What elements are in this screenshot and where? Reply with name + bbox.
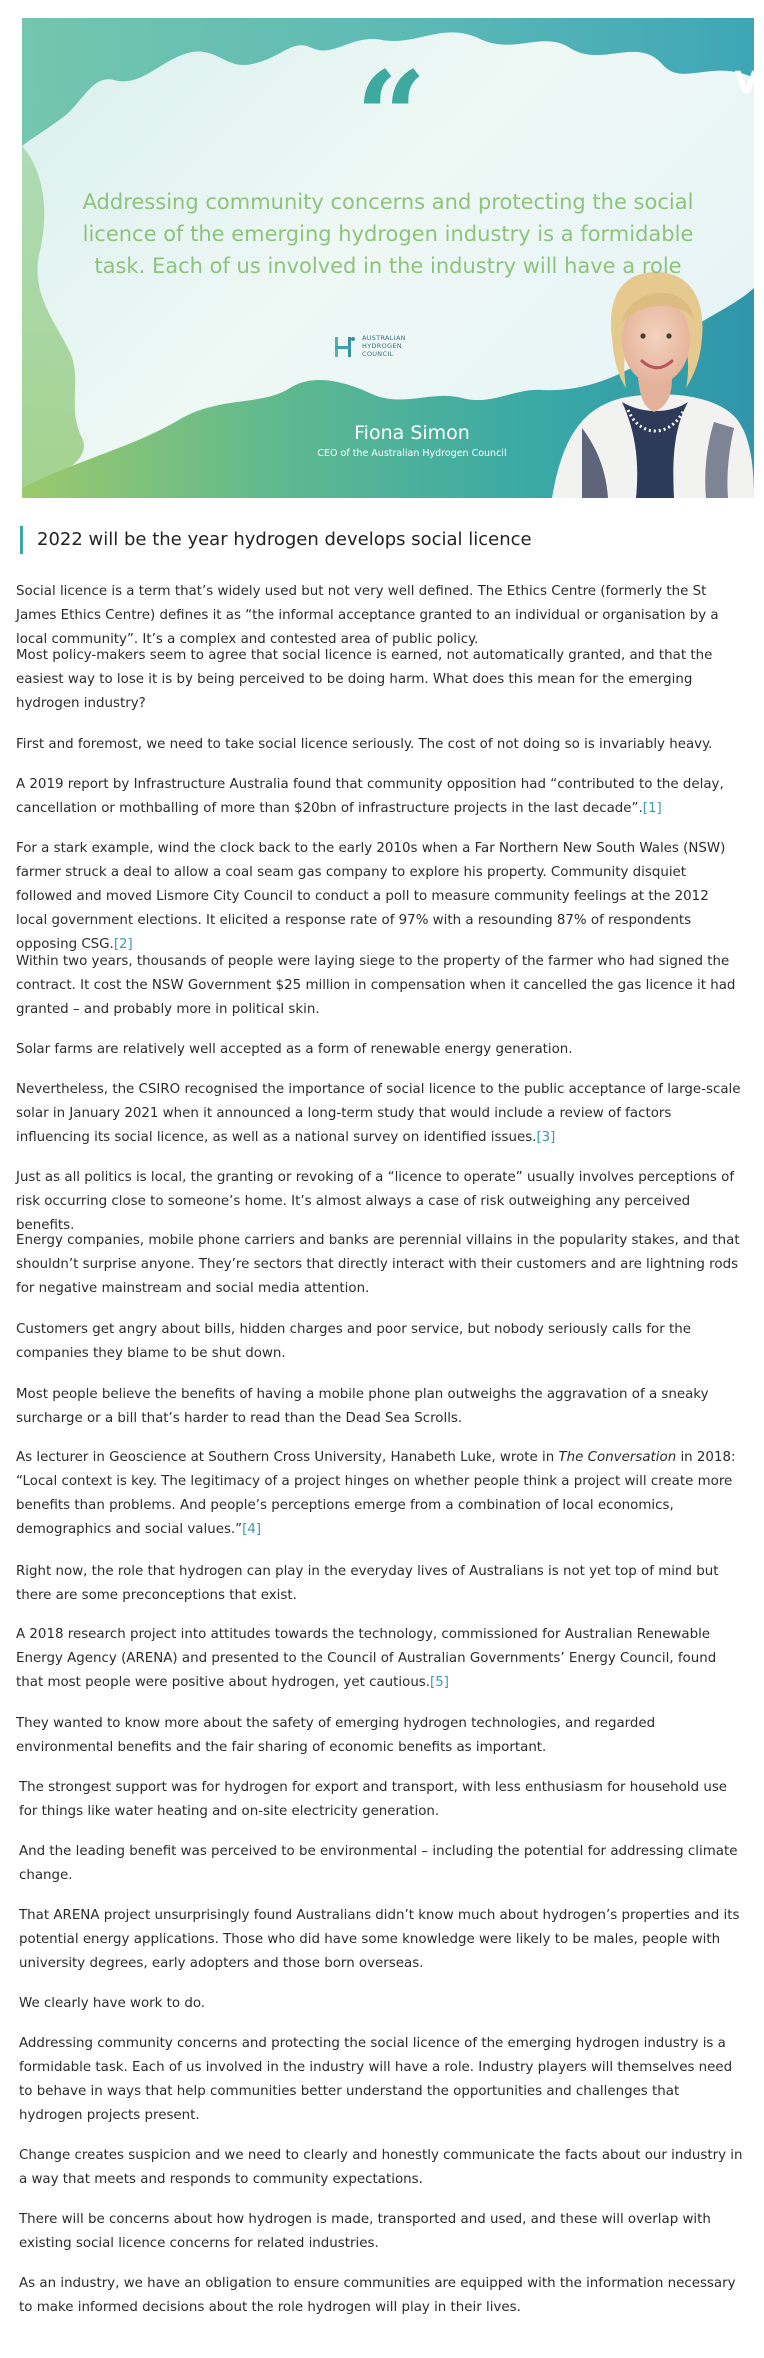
paragraph-text: As an industry, we have an obligation to ensure communities are equipped with the information necessary to make informed decisions about the role hydrogen will play in their lives. [19, 2276, 736, 2315]
publication-title: The Conversation [558, 1450, 677, 1465]
paragraph-text: Social licence is a term that’s widely used but not very well defined. The Ethics Centre (formerly the St James Ethics Centre) defines it as “the informal acceptance granted to an individual or organisation by a local community”. It’s a complex and contested area of public policy. [16, 584, 719, 647]
logo-wordmark [362, 334, 452, 358]
article-paragraph [19, 1776, 745, 1824]
council-logo [332, 330, 452, 366]
paragraph-text: Customers get angry about bills, hidden charges and poor service, but nobody seriously calls for the companies they blame to be shut down. [16, 1322, 691, 1361]
paragraph-text: Within two years, thousands of people were laying siege to the property of the farmer who had signed the contract. It cost the NSW Government $25 million in compensation when it cancelled the gas licence it had granted – and probably more in political skin. [16, 954, 736, 1017]
paragraph-text: Just as all politics is local, the granting or revoking of a “licence to operate” usually involves perceptions of risk occurring close to someone’s home. It’s almost always a case of risk outweighing any perceived benefits. [16, 1170, 735, 1233]
article-paragraph [16, 1446, 744, 1542]
paragraph-text: They wanted to know more about the safety of emerging hydrogen technologies, and regarded environmental benefits and the fair sharing of economic benefits as important. [16, 1716, 656, 1755]
logo-line: COUNCIL [362, 350, 394, 358]
article-paragraph [19, 1904, 745, 1976]
article-paragraph [16, 1078, 744, 1150]
article-paragraph [16, 1383, 744, 1431]
paragraph-text: Most policy-makers seem to agree that social licence is earned, not automatically granted, and that the easiest way to lose it is by being perceived to be doing harm. What does this mean for the emerging hydrogen industry? [16, 648, 713, 711]
article-paragraph [16, 1038, 744, 1062]
logo-line: HYDROGEN [362, 342, 402, 350]
footnote-link[interactable]: [3] [536, 1130, 556, 1145]
article-paragraph [16, 1318, 744, 1366]
paragraph-text: Nevertheless, the CSIRO recognised the importance of social licence to the public acceptance of large-scale solar in January 2021 when it announced a long-term study that would include a review of factors influencing its social licence, as well as a national survey on identified issues. [16, 1082, 741, 1145]
paragraph-text: That ARENA project unsurprisingly found Australians didn’t know much about hydrogen’s properties and its potential energy applications. Those who did have some knowledge were likely to be males, people with university degrees, early adopters and those born overseas. [19, 1908, 740, 1971]
article-paragraph [16, 1229, 744, 1301]
person-name: Fiona Simon [354, 422, 470, 444]
article-paragraph [16, 644, 744, 716]
footnote-link[interactable]: [2] [113, 937, 133, 952]
paragraph-text: And the leading benefit was perceived to be environmental – including the potential for addressing climate change. [19, 1844, 738, 1883]
paragraph-text: There will be concerns about how hydrogen is made, transported and used, and these will overlap with existing social licence concerns for related industries. [19, 2212, 711, 2251]
article-paragraph [16, 1712, 744, 1760]
hydrogen-logo-icon [332, 334, 356, 360]
paragraph-text: We clearly have work to do. [19, 1996, 206, 2011]
article-paragraph [19, 2032, 745, 2128]
footnote-link[interactable]: [1] [642, 801, 662, 816]
article-paragraph [16, 1623, 744, 1695]
paragraph-text: As lecturer in Geoscience at Southern Cross University, Hanabeth Luke, wrote in [16, 1450, 559, 1465]
logo-line: AUSTRALIAN [362, 334, 406, 342]
article-paragraph [19, 1992, 745, 2016]
pull-quote: Addressing community concerns and protecting the social licence of the emerging hydrogen industry is a formidable task. Each of us involved in the industry will have a role [82, 190, 694, 278]
article-paragraph [16, 733, 744, 757]
article-paragraph [16, 580, 744, 652]
paragraph-text: in 2018: “Local context is key. The legitimacy of a project hinges on whether people think a project will create more benefits than problems. And people’s perceptions emerge from a combination of local economics, demographics and social values.” [16, 1450, 736, 1537]
article-paragraph [19, 1840, 745, 1888]
footnote-link[interactable]: [4] [242, 1522, 262, 1537]
paragraph-text: Solar farms are relatively well accepted as a form of renewable energy generation. [16, 1042, 573, 1057]
article-paragraph [19, 2208, 745, 2256]
article-paragraph [16, 837, 744, 957]
quote-mark-icon: “ [355, 45, 421, 190]
paragraph-text: The strongest support was for hydrogen for export and transport, with less enthusiasm for household use for things like water heating and on-site electricity generation. [19, 1780, 728, 1819]
paragraph-text: Right now, the role that hydrogen can play in the everyday lives of Australians is not yet top of mind but there are some preconceptions that exist. [16, 1564, 719, 1603]
article-paragraph [16, 1560, 744, 1608]
paragraph-text: For a stark example, wind the clock back to the early 2010s when a Far Northern New South Wales (NSW) farmer struck a deal to allow a coal seam gas company to explore his property. Community disquiet followed and moved Lismore City Council to conduct a poll to measure community feelings at the 2012 local government elections. It elicited a response rate of 97% with a resounding 87% of respondents opposing CSG. [16, 841, 726, 952]
paragraph-text: A 2019 report by Infrastructure Australia found that community opposition had “contributed to the delay, cancellation or mothballing of more than $20bn of infrastructure projects in the last decade”. [16, 777, 724, 816]
corner-glyph: V [734, 66, 758, 101]
paragraph-text: Most people believe the benefits of having a mobile phone plan outweighs the aggravation of a sneaky surcharge or a bill that’s harder to read than the Dead Sea Scrolls. [16, 1387, 709, 1426]
footnote-link[interactable]: [5] [430, 1675, 450, 1690]
paragraph-text: First and foremost, we need to take social licence seriously. The cost of not doing so is invariably heavy. [16, 737, 713, 752]
article-paragraph [16, 773, 744, 821]
article-paragraph [19, 2144, 745, 2192]
article-paragraph [16, 1166, 744, 1238]
paragraph-text: Energy companies, mobile phone carriers and banks are perennial villains in the popularity stakes, and that shouldn’t surprise anyone. They’re sectors that directly interact with their customers and are lightning rods for negative mainstream and social media attention. [16, 1233, 740, 1296]
paragraph-text: A 2018 research project into attitudes towards the technology, commissioned for Australian Renewable Energy Agency (ARENA) and presented to the Council of Australian Governments’ Energy Council, found that most people were positive about hydrogen, yet cautious. [16, 1627, 717, 1690]
article-paragraph [16, 950, 744, 1022]
article-paragraph [19, 2272, 745, 2320]
hero-banner [22, 18, 758, 498]
person-role: CEO of the Australian Hydrogen Council [317, 448, 507, 459]
paragraph-text: Addressing community concerns and protecting the social licence of the emerging hydrogen industry is a formidable task. Each of us involved in the industry will have a role. Industry players will themselves need to behave in ways that help communities better understand the opportunities and challenges that hydrogen projects present. [19, 2036, 733, 2123]
paragraph-text: Change creates suspicion and we need to clearly and honestly communicate the facts about our industry in a way that meets and responds to community expectations. [19, 2148, 743, 2187]
article-title: 2022 will be the year hydrogen develops social licence [20, 526, 740, 554]
